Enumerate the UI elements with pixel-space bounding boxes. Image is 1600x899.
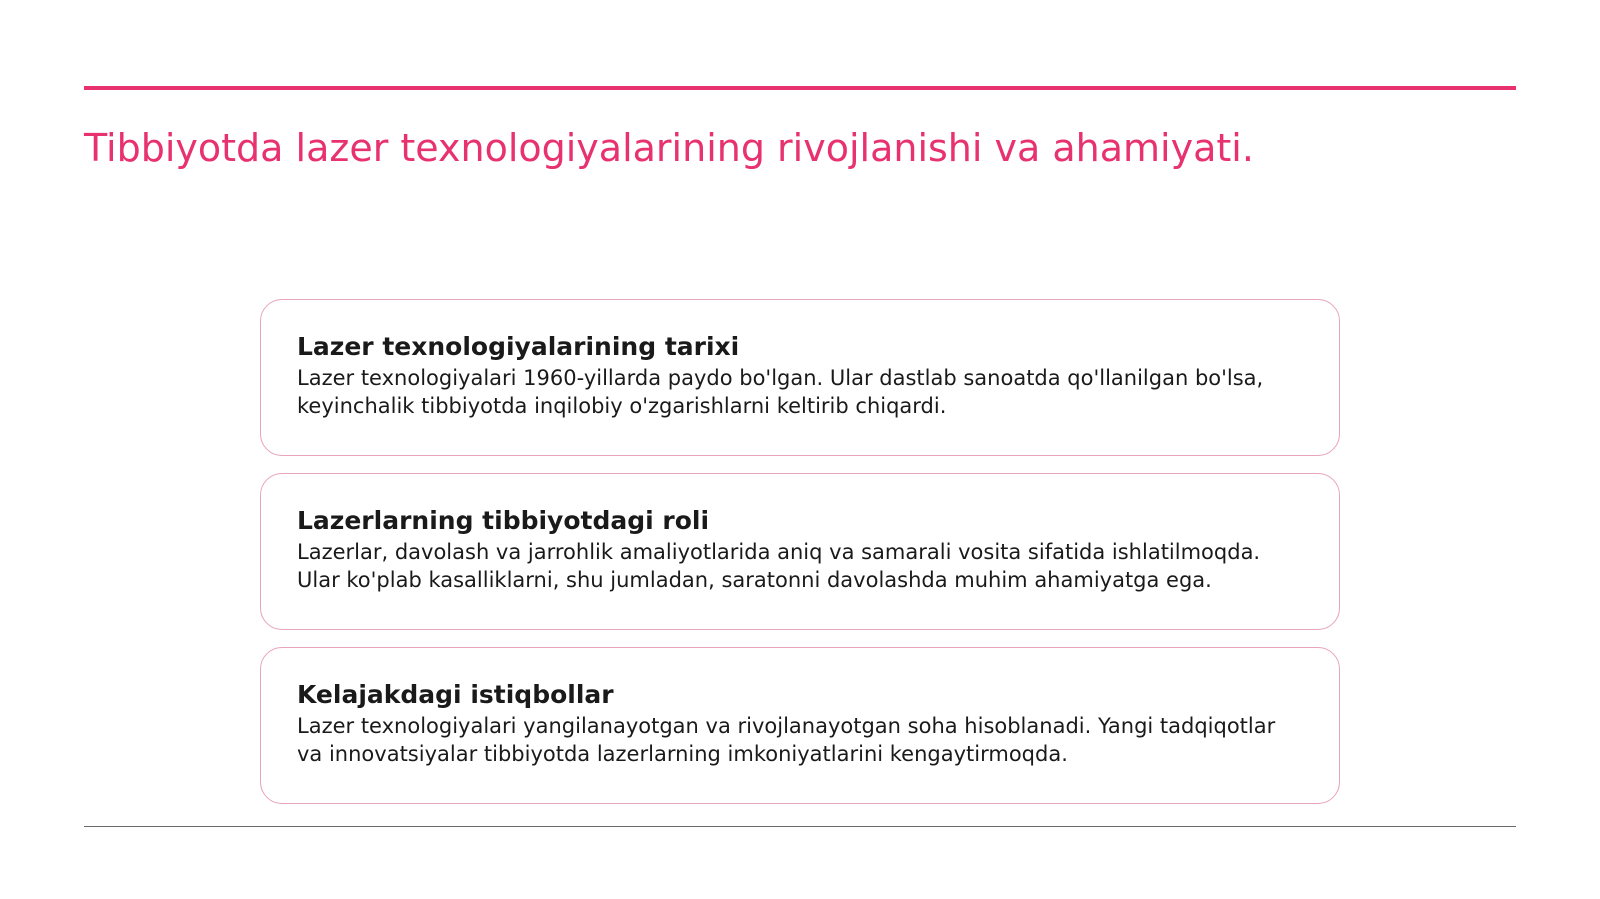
card-role — [260, 473, 1340, 630]
card-future-heading: Kelajakdagi istiqbollar — [297, 680, 614, 709]
card-history — [260, 299, 1340, 456]
card-history-text: Lazer texnologiyalari 1960-yillarda paydo bo'lgan. Ular dastlab sanoatda qo'llanilgan bo'lsa, keyinchalik tibbiyotda inqilobiy o'zgarishlarni keltirib chiqardi. — [297, 366, 1264, 418]
card-history-heading: Lazer texnologiyalarining tarixi — [297, 332, 740, 361]
bottom-divider — [84, 826, 1516, 827]
card-future-text: Lazer texnologiyalari yangilanayotgan va rivojlanayotgan soha hisoblanadi. Yangi tadqiqotlar va innovatsiyalar tibbiyotda lazerlarning imkoniyatlarini kengaytirmoqda. — [297, 714, 1276, 766]
slide-title: Tibbiyotda lazer texnologiyalarining rivojlanishi va ahamiyati. — [84, 126, 1254, 170]
top-accent-rule — [84, 86, 1516, 90]
card-list — [260, 299, 1340, 821]
card-future — [260, 647, 1340, 804]
card-role-heading: Lazerlarning tibbiyotdagi roli — [297, 506, 710, 535]
card-role-text: Lazerlar, davolash va jarrohlik amaliyotlarida aniq va samarali vosita sifatida ishlatilmoqda. Ular ko'plab kasalliklarni, shu jumladan, saratonni davolashda muhim ahamiyatga ega. — [297, 540, 1261, 592]
